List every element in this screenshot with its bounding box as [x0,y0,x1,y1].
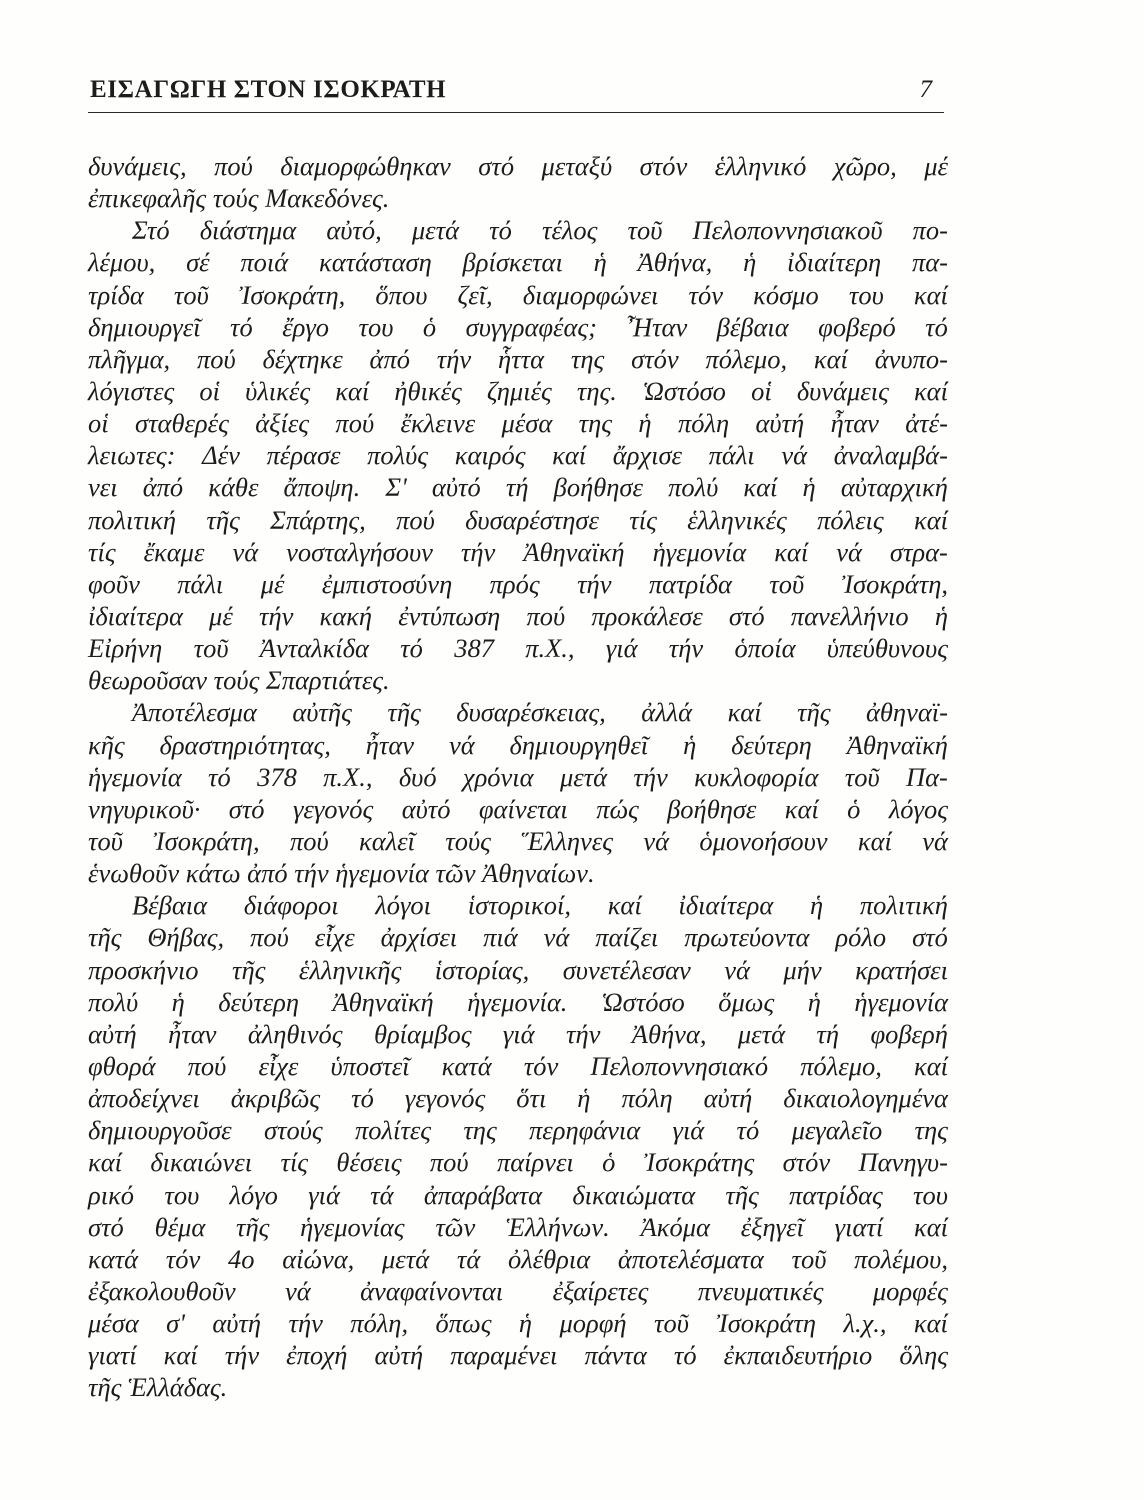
text-line: Βέβαια διάφοροι λόγοι ἱστορικοί, καί ἰδιαίτερα ἡ πολιτική [132,890,948,921]
text-line: Στό διάστημα αὐτό, μετά τό τέλος τοῦ Πελοποννησιακοῦ πο- [132,215,948,246]
text-line: προσκήνιο τῆς ἑλληνικῆς ἱστορίας, συνετέλεσαν νά μήν κρατήσει [88,954,948,985]
text-line: Ἀποτέλεσμα αὐτῆς τῆς δυσαρέσκειας, ἀλλά καί τῆς ἀθηναϊ- [132,697,948,728]
text-line: ἰδιαίτερα μέ τήν κακή ἐντύπωση πού προκάλεσε στό πανελλήνιο ἡ [88,600,948,631]
text-line: κατά τόν 4ο αἰώνα, μετά τά ὀλέθρια ἀποτελέσματα τοῦ πολέμου, [88,1243,948,1274]
text-line: πλῆγμα, πού δέχτηκε ἀπό τήν ἧττα της στόν πόλεμο, καί ἀνυπο- [88,343,948,374]
body-text [88,150,948,1403]
text-line: καί δικαιώνει τίς θέσεις πού παίρνει ὁ Ἰσοκράτης στόν Πανηγυ- [88,1147,948,1178]
text-line: φθορά πού εἶχε ὑποστεῖ κατά τόν Πελοποννησιακό πόλεμο, καί [88,1050,948,1081]
text-line: ἡγεμονία τό 378 π.Χ., δυό χρόνια μετά τήν κυκλοφορία τοῦ Πα- [88,761,948,792]
text-line: τοῦ Ἰσοκράτη, πού καλεῖ τούς Ἕλληνες νά ὁμονοήσουν καί νά [88,825,948,856]
text-line: λειωτες: Δέν πέρασε πολύς καιρός καί ἄρχισε πάλι νά ἀναλαμβά- [88,440,948,471]
text-line: λέμου, σέ ποιά κατάσταση βρίσκεται ἡ Ἀθήνα, ἡ ἰδιαίτερη πα- [88,247,948,278]
text-line: στό θέμα τῆς ἡγεμονίας τῶν Ἑλλήνων. Ἀκόμα ἐξηγεῖ γιατί καί [88,1211,948,1242]
text-line: ἐπικεφαλῆς τούς Μακεδόνες. [88,183,390,214]
running-title: ΕΙΣΑΓΩΓΗ ΣΤΟΝ ΙΣΟΚΡΑΤΗ [90,76,447,103]
text-line: ἀποδείχνει ἀκριβῶς τό γεγονός ὅτι ἡ πόλη αὐτή δικαιολογημένα [88,1083,948,1114]
header-rule [88,112,944,113]
text-line: τῆς Θήβας, πού εἶχε ἀρχίσει πιά νά παίζει πρωτεύοντα ρόλο στό [88,922,948,953]
text-line: ἐξακολουθοῦν νά ἀναφαίνονται ἐξαίρετες πνευματικές μορφές [88,1275,948,1306]
text-line: αὐτή ἦταν ἀληθινός θρίαμβος γιά τήν Ἀθήνα, μετά τή φοβερή [88,1018,948,1049]
text-line: πολύ ἡ δεύτερη Ἀθηναϊκή ἡγεμονία. Ὡστόσο ὅμως ἡ ἡγεμονία [88,986,948,1017]
text-line: φοῦν πάλι μέ ἐμπιστοσύνη πρός τήν πατρίδα τοῦ Ἰσοκράτη, [88,568,948,599]
text-line: ἑνωθοῦν κάτω ἀπό τήν ἡγεμονία τῶν Ἀθηναίων. [88,858,595,889]
running-head [88,74,950,106]
text-line: οἱ σταθερές ἀξίες πού ἔκλεινε μέσα της ἡ πόλη αὐτή ἦταν ἀτέ- [88,408,948,439]
text-line: Εἰρήνη τοῦ Ἀνταλκίδα τό 387 π.Χ., γιά τήν ὁποία ὑπεύθυνους [88,633,948,664]
text-line: τῆς Ἑλλάδας. [88,1372,228,1403]
text-line: ρικό του λόγο γιά τά ἀπαράβατα δικαιώματα τῆς πατρίδας του [88,1179,948,1210]
text-line: μέσα σ' αὐτή τήν πόλη, ὅπως ἡ μορφή τοῦ Ἰσοκράτη λ.χ., καί [88,1308,948,1339]
text-line: νει ἀπό κάθε ἄποψη. Σ' αὐτό τή βοήθησε πολύ καί ἡ αὐταρχική [88,472,948,503]
text-line: λόγιστες οἱ ὑλικές καί ἠθικές ζημιές της. Ὡστόσο οἱ δυνάμεις καί [88,375,948,406]
text-line: δυνάμεις, πού διαμορφώθηκαν στό μεταξύ στόν ἑλληνικό χῶρο, μέ [88,151,948,181]
text-line: τρίδα τοῦ Ἰσοκράτη, ὅπου ζεῖ, διαμορφώνει τόν κόσμο του καί [88,279,948,310]
text-line: κῆς δραστηριότητας, ἦταν νά δημιουργηθεῖ ἡ δεύτερη Ἀθηναϊκή [88,729,948,760]
text-line: πολιτική τῆς Σπάρτης, πού δυσαρέστησε τίς ἑλληνικές πόλεις καί [88,504,948,535]
text-line: νηγυρικοῦ· στό γεγονός αὐτό φαίνεται πώς βοήθησε καί ὁ λόγος [88,793,948,824]
text-line: γιατί καί τήν ἐποχή αὐτή παραμένει πάντα τό ἐκπαιδευτήριο ὅλης [88,1340,948,1371]
text-line: δημιουργεῖ τό ἔργο του ὁ συγγραφέας; Ἦταν βέβαια φοβερό τό [88,311,948,342]
page-number: 7 [919,76,932,103]
text-line: θεωροῦσαν τούς Σπαρτιάτες. [88,665,390,696]
text-line: τίς ἔκαμε νά νοσταλγήσουν τήν Ἀθηναϊκή ἡγεμονία καί νά στρα- [88,536,948,567]
text-line: δημιουργοῦσε στούς πολίτες της περηφάνια γιά τό μεγαλεῖο της [88,1115,948,1146]
